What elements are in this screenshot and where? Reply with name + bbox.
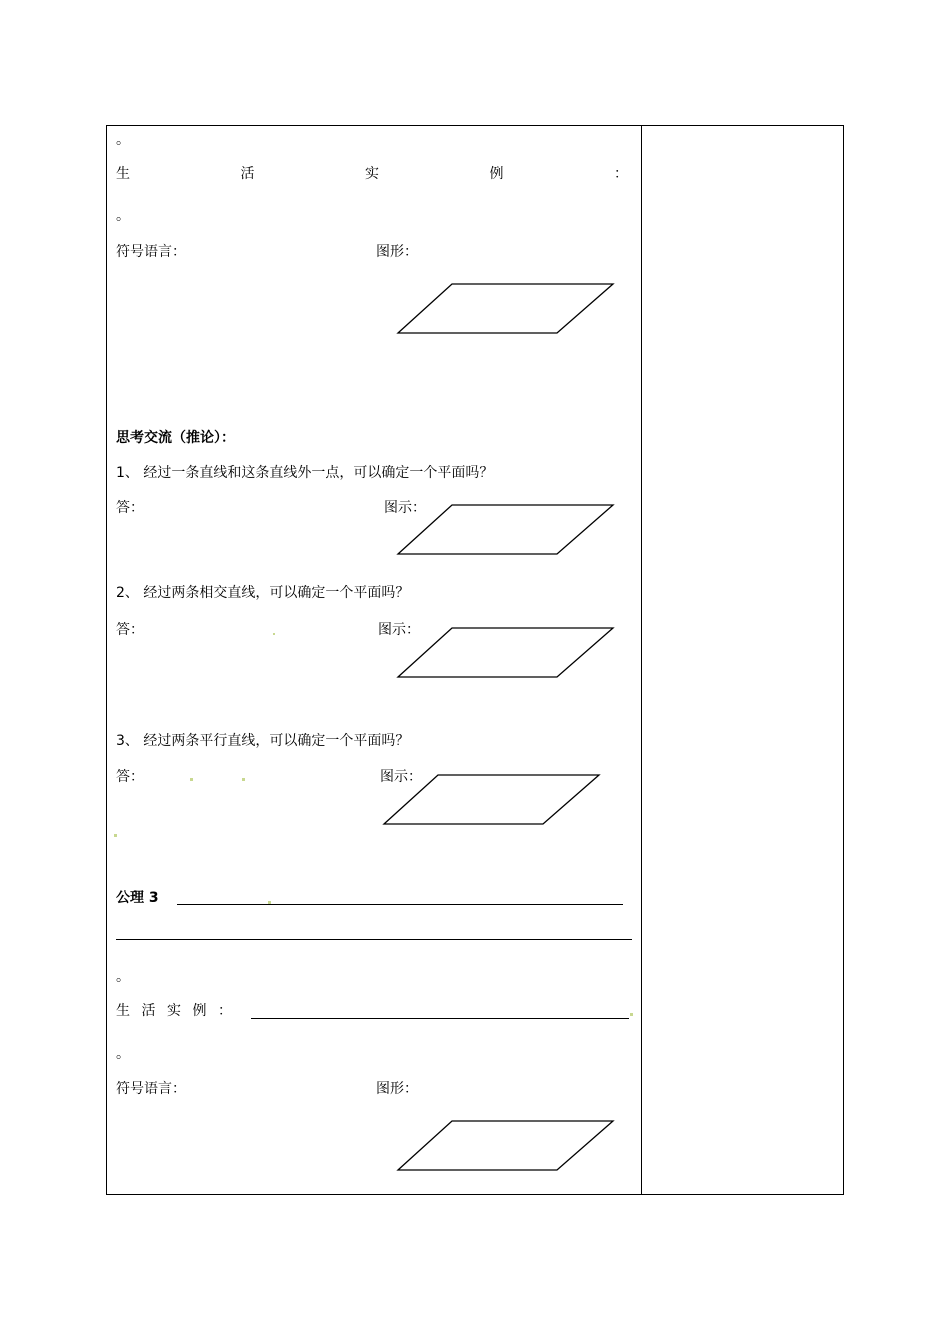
period-mark: 。 bbox=[116, 132, 130, 148]
scan-speck bbox=[273, 633, 275, 635]
answer-label: 答： bbox=[116, 769, 144, 785]
symbol-language-label: 符号语言： bbox=[116, 1081, 186, 1097]
life-example-char: ： bbox=[614, 166, 628, 182]
figure-label: 图形： bbox=[376, 1081, 418, 1097]
scan-speck bbox=[114, 834, 117, 837]
life-example-label bbox=[116, 1002, 232, 1020]
life-example-char: 生 bbox=[116, 166, 130, 182]
answer-label: 答： bbox=[116, 622, 144, 638]
question-2: 2、 经过两条相交直线，可以确定一个平面吗？ bbox=[116, 585, 410, 601]
plane-parallelogram bbox=[382, 773, 602, 827]
life-example-char: 实 bbox=[167, 1003, 181, 1019]
blank-line bbox=[116, 939, 632, 940]
scan-speck bbox=[268, 901, 271, 904]
life-example-char: 例 bbox=[489, 166, 504, 182]
diagram-label: 图示： bbox=[384, 500, 426, 516]
life-example-char: 生 bbox=[116, 1003, 130, 1019]
life-example-char: 例 bbox=[192, 1003, 207, 1019]
symbol-language-label: 符号语言： bbox=[116, 244, 186, 260]
answer-label: 答： bbox=[116, 500, 144, 516]
plane-parallelogram bbox=[396, 503, 616, 557]
blank-line bbox=[251, 1018, 629, 1019]
life-example-char: ： bbox=[218, 1003, 232, 1019]
diagram-label: 图示： bbox=[378, 622, 420, 638]
plane-parallelogram bbox=[396, 626, 616, 680]
blank-line bbox=[177, 904, 623, 905]
life-example-char: 活 bbox=[240, 166, 255, 182]
plane-parallelogram bbox=[396, 282, 616, 336]
period-mark: 。 bbox=[116, 208, 130, 224]
diagram-label: 图示： bbox=[380, 769, 422, 785]
axiom-3-label: 公理 3 bbox=[116, 890, 159, 906]
table-column-divider bbox=[641, 125, 642, 1195]
life-example-char: 活 bbox=[141, 1003, 156, 1019]
discussion-heading: 思考交流（推论）： bbox=[116, 430, 235, 446]
scan-speck bbox=[630, 1013, 633, 1016]
scan-speck bbox=[242, 778, 245, 781]
life-example-char: 实 bbox=[365, 166, 379, 182]
period-mark: 。 bbox=[116, 969, 130, 985]
question-3: 3、 经过两条平行直线，可以确定一个平面吗？ bbox=[116, 733, 410, 749]
figure-label: 图形： bbox=[376, 244, 418, 260]
life-example-label bbox=[116, 165, 628, 183]
scan-speck bbox=[190, 778, 193, 781]
period-mark: 。 bbox=[116, 1046, 130, 1062]
question-1: 1、 经过一条直线和这条直线外一点，可以确定一个平面吗？ bbox=[116, 465, 494, 481]
plane-parallelogram bbox=[396, 1119, 616, 1173]
